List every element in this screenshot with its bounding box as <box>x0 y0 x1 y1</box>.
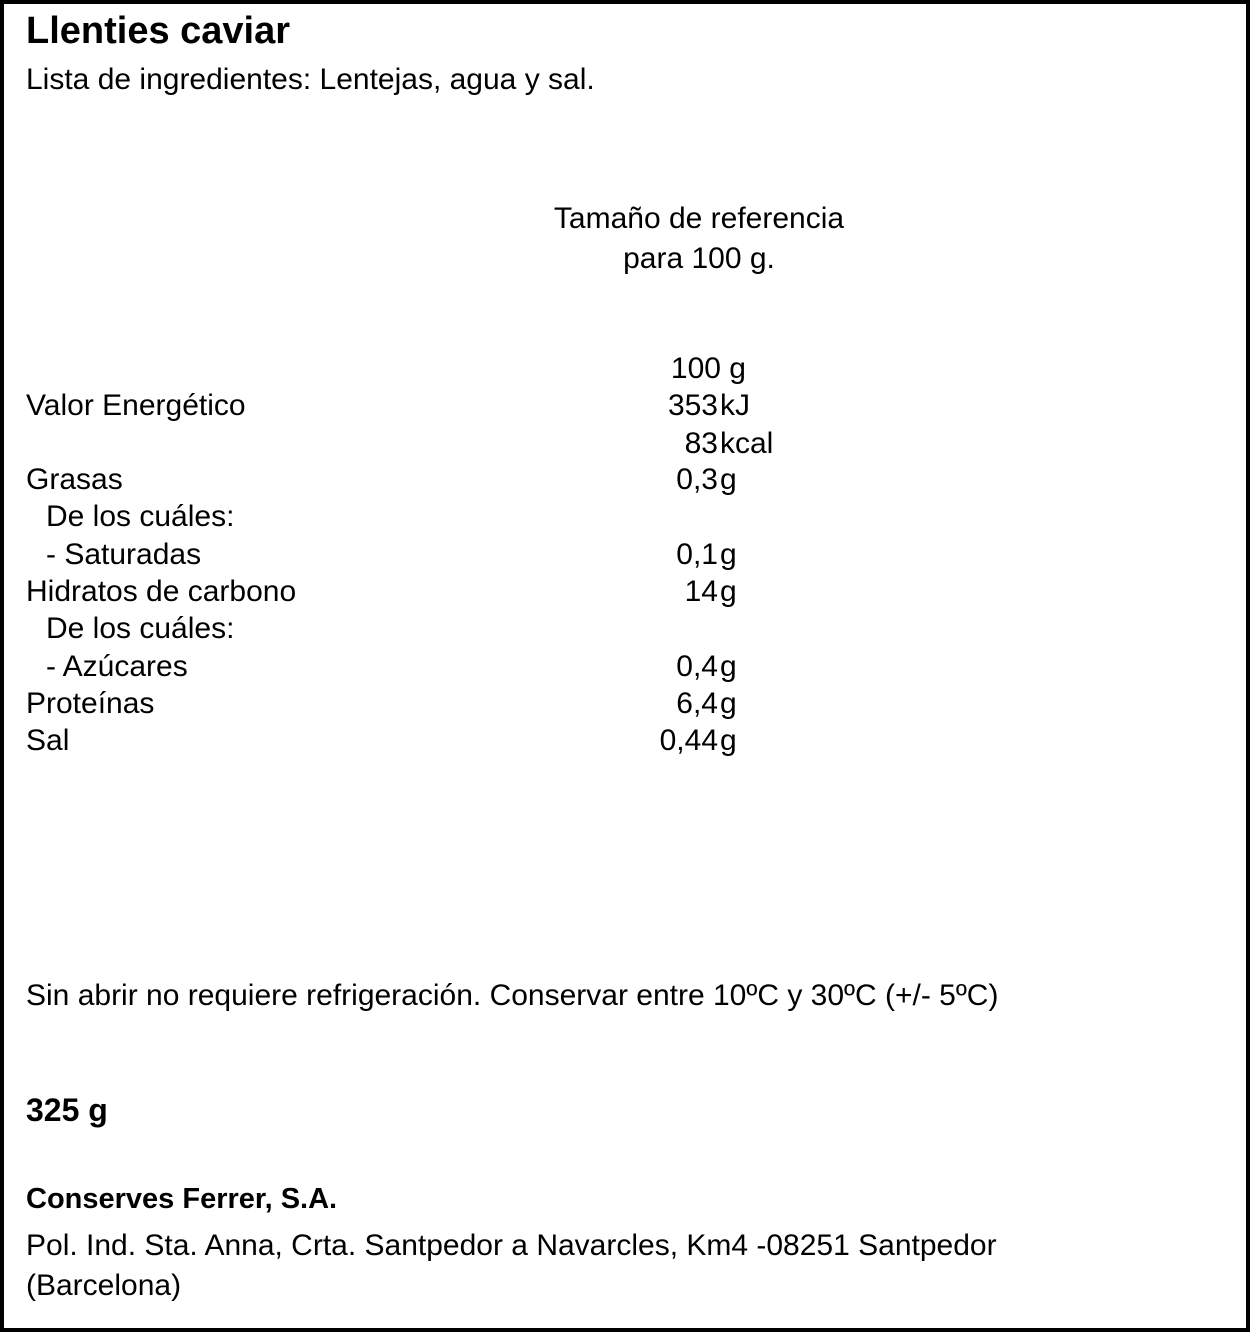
nutrient-protein-value: 6,4 <box>676 687 718 720</box>
nutrient-fat-of-which-label: De los cuáles: <box>46 500 235 533</box>
reference-size-line1: Tamaño de referencia <box>553 202 845 235</box>
energy-kcal-value: 83 <box>684 427 718 460</box>
nutrient-sugars-unit: g <box>720 650 737 683</box>
storage-instructions: Sin abrir no requiere refrigeración. Conservar entre 10ºC y 30ºC (+/- 5ºC) <box>26 979 999 1012</box>
product-title: Llenties caviar <box>26 10 291 52</box>
nutrient-fat-label: Grasas <box>26 463 123 496</box>
net-weight: 325 g <box>26 1092 108 1128</box>
nutrient-carbohydrates-value: 14 <box>684 575 718 608</box>
nutrient-salt-value: 0,44 <box>659 724 718 757</box>
company-address: Pol. Ind. Sta. Anna, Crta. Santpedor a Navarcles, Km4 -08251 Santpedor (Barcelona) <box>26 1229 997 1302</box>
nutrient-carbohydrates-unit: g <box>720 575 737 608</box>
nutrient-saturates-value: 0,1 <box>676 538 718 571</box>
nutrient-salt-label: Sal <box>26 724 70 757</box>
nutrient-carbs-of-which-label: De los cuáles: <box>46 612 235 645</box>
nutrition-column-header: 100 g <box>670 352 746 385</box>
nutrient-sugars-value: 0,4 <box>676 650 718 683</box>
energy-kcal-unit: kcal <box>720 427 774 460</box>
ingredients-list: Lista de ingredientes: Lentejas, agua y sal. <box>26 63 595 96</box>
nutrient-protein-label: Proteínas <box>26 687 155 720</box>
energy-kj-value: 353 <box>667 389 718 422</box>
company-name: Conserves Ferrer, S.A. <box>26 1183 338 1215</box>
nutrient-carbohydrates-label: Hidratos de carbono <box>26 575 297 608</box>
nutrient-saturates-unit: g <box>720 538 737 571</box>
nutrient-fat-value: 0,3 <box>676 463 718 496</box>
energy-label: Valor Energético <box>26 389 246 422</box>
energy-kj-unit: kJ <box>720 389 750 422</box>
reference-size-line2: para 100 g. <box>623 242 775 275</box>
nutrient-saturates-label: - Saturadas <box>46 538 202 571</box>
nutrient-protein-unit: g <box>720 687 737 720</box>
nutrient-salt-unit: g <box>720 724 737 757</box>
nutrient-fat-unit: g <box>720 463 737 496</box>
nutrient-sugars-label: - Azúcares <box>46 650 188 683</box>
